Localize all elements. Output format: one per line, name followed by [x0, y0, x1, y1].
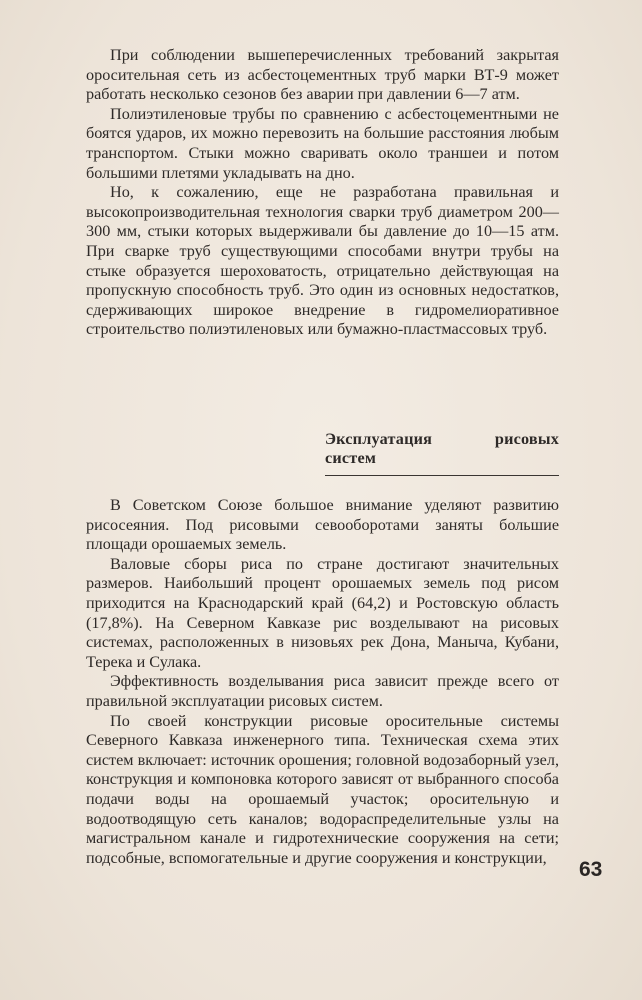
section-rule [325, 475, 559, 476]
section-heading-word: рисовых [494, 430, 559, 448]
paragraph: Полиэтиленовые трубы по сравнению с асбестоцементными не боятся ударов, их можно перевозить на большие расстояния любым транспортом. Стыки можно сваривать около траншеи и потом большими плетями укладывать на дно. [86, 104, 559, 182]
paragraph: Эффективность возделывания риса зависит прежде всего от правильной эксплуатации рисовых систем. [86, 672, 559, 710]
paragraph: Но, к сожалению, еще не разработана правильная и высокопроизводительная технология сварки труб диаметром 200—300 мм, стыки которых выдерживали бы давление до 10—15 атм. При сварке труб существующими способами внутри трубы на стыке образуется шероховатость, отрицательно действующая на пропускную способность труб. Это один из основных недостатков, сдерживающих широкое внедрение в гидромелиоративное строительство полиэтиленовых или бумажно-пластмассовых труб. [86, 183, 559, 339]
paragraph: По своей конструкции рисовые оросительные системы Северного Кавказа инженерного типа. Техническая схема этих систем включает: источник орошения; головной водозаборный узел, конструкция и компоновка которого зависят от выбранного способа подачи воды на орошаемый участок; оросительную и водоотводящую сеть каналов; водораспределительные узлы на магистральном канале и гидротехнические сооружения на сети; подсобные, вспомогательные и другие сооружения и конструкции, [86, 711, 559, 867]
section-heading-line-1 [325, 430, 559, 449]
text-block-bottom [86, 496, 559, 868]
paragraph: В Советском Союзе большое внимание уделяют развитию рисосеяния. Под рисовыми севооборотами заняты большие площади орошаемых земель. [86, 496, 559, 554]
page-number: 63 [579, 858, 603, 881]
section-heading-line-2: систем [325, 449, 377, 467]
text-block-top [86, 46, 559, 340]
paragraph: При соблюдении вышеперечисленных требований закрытая оросительная сеть из асбестоцементных труб марки ВТ-9 может работать несколько сезонов без аварии при давлении 6—7 атм. [86, 46, 559, 104]
paragraph: Валовые сборы риса по стране достигают значительных размеров. Наибольший процент орошаемых земель под рисом приходится на Краснодарский край (64,2) и Ростовскую область (17,8%). На Северном Кавказе рис возделывают на рисовых системах, расположенных в низовьях рек Дона, Маныча, Кубани, Терека и Сулака. [86, 554, 559, 671]
section-heading [325, 430, 559, 468]
section-heading-word: Эксплуатация [325, 430, 433, 448]
